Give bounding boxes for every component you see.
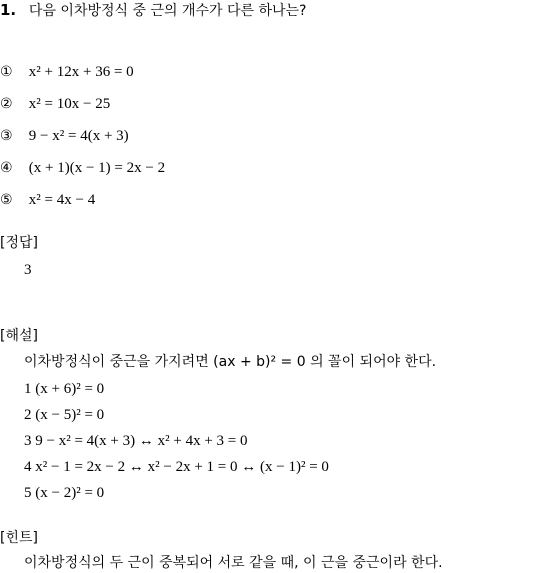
explanation-label: [해설] (0, 328, 38, 344)
option-expression: x² = 4x − 4 (28, 192, 96, 208)
option-expression: 9 − x² = 4(x + 3) (28, 128, 129, 144)
explanation-line-3: 3 9 − x² = 4(x + 3) ↔ x² + 4x + 3 = 0 (24, 433, 248, 449)
option-expression: (x + 1)(x − 1) = 2x − 2 (28, 160, 166, 176)
explanation-intro: 이차방정식이 중근을 가지려면 (ax + b)² = 0 의 꼴이 되어야 한다. (24, 354, 437, 370)
explanation-line-5: 5 (x − 2)² = 0 (24, 485, 105, 501)
option-expression: x² = 10x − 25 (28, 96, 111, 112)
question (0, 0, 307, 21)
explanation-line-4: 4 x² − 1 = 2x − 2 ↔ x² − 2x + 1 = 0 ↔ (x − 1)² = 0 (24, 459, 329, 475)
answer-label: [정답] (0, 235, 38, 251)
question-number: 1. (0, 1, 17, 19)
option-mark: ⑤ (0, 192, 13, 208)
option-mark: ④ (0, 160, 13, 176)
hint-label: [힌트] (0, 530, 38, 546)
option-2 (0, 93, 110, 114)
option-4 (0, 157, 165, 178)
option-3 (0, 125, 129, 146)
option-mark: ① (0, 64, 13, 80)
hint-text: 이차방정식의 두 근이 중복되어 서로 같을 때, 이 근을 중근이라 한다. (24, 555, 443, 571)
option-mark: ③ (0, 128, 13, 144)
option-expression: x² + 12x + 36 = 0 (28, 64, 134, 80)
answer-value: 3 (24, 262, 32, 278)
explanation-line-1: 1 (x + 6)² = 0 (24, 381, 105, 397)
option-1 (0, 61, 134, 82)
question-text: 다음 이차방정식 중 근의 개수가 다른 하나는? (28, 3, 307, 19)
option-mark: ② (0, 96, 13, 112)
explanation-line-2: 2 (x − 5)² = 0 (24, 407, 105, 423)
option-5 (0, 189, 95, 210)
